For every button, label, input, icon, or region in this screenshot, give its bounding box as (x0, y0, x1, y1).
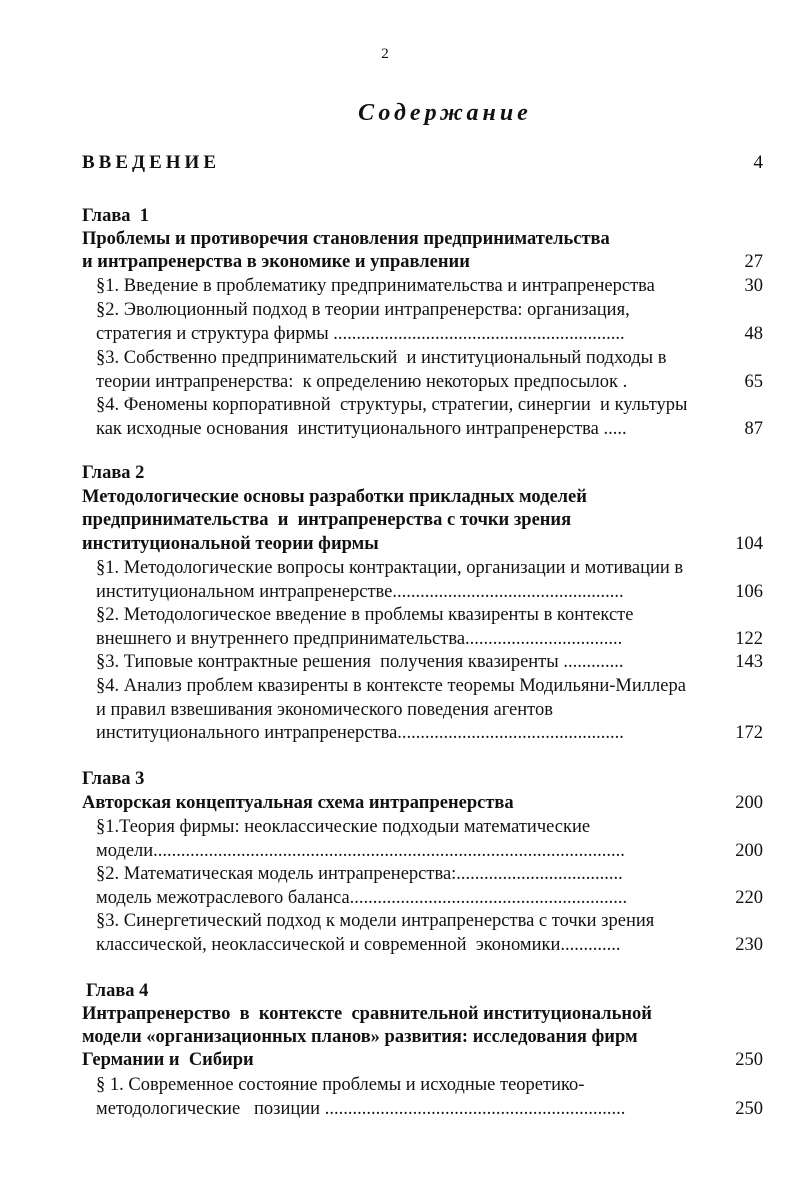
section-line[interactable]: §2. Математическая модель интрапренерства:.................................... (96, 864, 623, 884)
chapter-label: Глава 4 (86, 981, 149, 1001)
chapter-title-line[interactable]: институциональной теории фирмы (82, 534, 379, 554)
page-ref: 250 (735, 1099, 763, 1119)
chapter-title-line[interactable]: модели «организационных планов» развития: исследования фирм (82, 1027, 638, 1047)
section-line[interactable]: §1.Теория фирмы: неоклассические подходыи математические (96, 817, 591, 837)
page-ref: 172 (735, 723, 763, 743)
chapter-label: Глава 3 (82, 769, 145, 789)
page-ref: 143 (735, 652, 763, 672)
section-line[interactable]: и правил взвешивания экономического поведения агентов (96, 700, 553, 720)
section-line[interactable]: внешнего и внутреннего предпринимательства.................................. (96, 629, 623, 649)
chapter-title-line[interactable]: Методологические основы разработки прикладных моделей (82, 487, 587, 507)
chapter-title-line[interactable]: Германии и Сибири (82, 1050, 254, 1070)
page-ref: 106 (735, 582, 763, 602)
section-line[interactable]: институционального интрапренерства................................................. (96, 723, 624, 743)
page-title: Содержание (358, 100, 532, 126)
section-line[interactable]: модели...................................................................................................... (96, 841, 625, 861)
section-line[interactable]: §1. Методологические вопросы контрактации, организации и мотивации в (96, 558, 684, 578)
page-ref: 48 (744, 324, 763, 344)
section-line[interactable]: классической, неоклассической и современной экономики............. (96, 935, 621, 955)
chapter-title-line[interactable]: предпринимательства и интрапренерства с точки зрения (82, 510, 572, 530)
section-line[interactable]: стратегия и структура фирмы ............................................................... (96, 324, 625, 344)
chapter-title-line[interactable]: Проблемы и противоречия становления предпринимательства (82, 229, 610, 249)
chapter-title-line[interactable]: и интрапренерства в экономике и управлении (82, 252, 470, 272)
toc-entry-intro[interactable]: ВВЕДЕНИЕ (82, 152, 220, 173)
section-line[interactable]: институциональном интрапренерстве.................................................. (96, 582, 624, 602)
section-line[interactable]: §3. Синергетический подход к модели интрапренерства с точки зрения (96, 911, 655, 931)
page-ref: 200 (735, 793, 763, 813)
section-line[interactable]: §2. Эволюционный подход в теории интрапренерства: организация, (96, 300, 630, 320)
page-ref: 200 (735, 841, 763, 861)
section-line[interactable]: §4. Феномены корпоративной структуры, стратегии, синергии и культуры (96, 395, 688, 415)
section-line[interactable]: §1. Введение в проблематику предпринимательства и интрапренерства (96, 276, 655, 296)
section-line[interactable]: как исходные основания институционального интрапренерства ..... (96, 419, 627, 439)
section-line[interactable]: §2. Методологическое введение в проблемы квазиренты в контексте (96, 605, 634, 625)
page-ref-intro: 4 (753, 152, 763, 173)
chapter-title-line[interactable]: Авторская концептуальная схема интрапренерства (82, 793, 514, 813)
page-ref: 27 (744, 252, 763, 272)
page-ref: 104 (735, 534, 763, 554)
page-ref: 30 (744, 276, 763, 296)
section-line[interactable]: теории интрапренерства: к определению некоторых предпосылок . (96, 372, 628, 392)
page-ref: 230 (735, 935, 763, 955)
page-number: 2 (381, 46, 389, 62)
page-ref: 87 (744, 419, 763, 439)
section-line[interactable]: §3. Типовые контрактные решения получения квазиренты ............. (96, 652, 624, 672)
page-ref: 122 (735, 629, 763, 649)
chapter-label: Глава 2 (82, 463, 145, 483)
chapter-title-line[interactable]: Интрапренерство в контексте сравнительной институциональной (82, 1004, 652, 1024)
page-ref: 220 (735, 888, 763, 908)
page-ref: 250 (735, 1050, 763, 1070)
section-line[interactable]: §3. Собственно предпринимательский и институциональный подходы в (96, 348, 667, 368)
chapter-label: Глава 1 (82, 206, 150, 226)
section-line[interactable]: § 1. Современное состояние проблемы и исходные теоретико- (96, 1075, 585, 1095)
section-line[interactable]: модель межотраслевого баланса............................................................ (96, 888, 628, 908)
section-line[interactable]: методологические позиции ................................................................. (96, 1099, 626, 1119)
page-ref: 65 (744, 372, 763, 392)
section-line[interactable]: §4. Анализ проблем квазиренты в контексте теоремы Модильяни-Миллера (96, 676, 686, 696)
